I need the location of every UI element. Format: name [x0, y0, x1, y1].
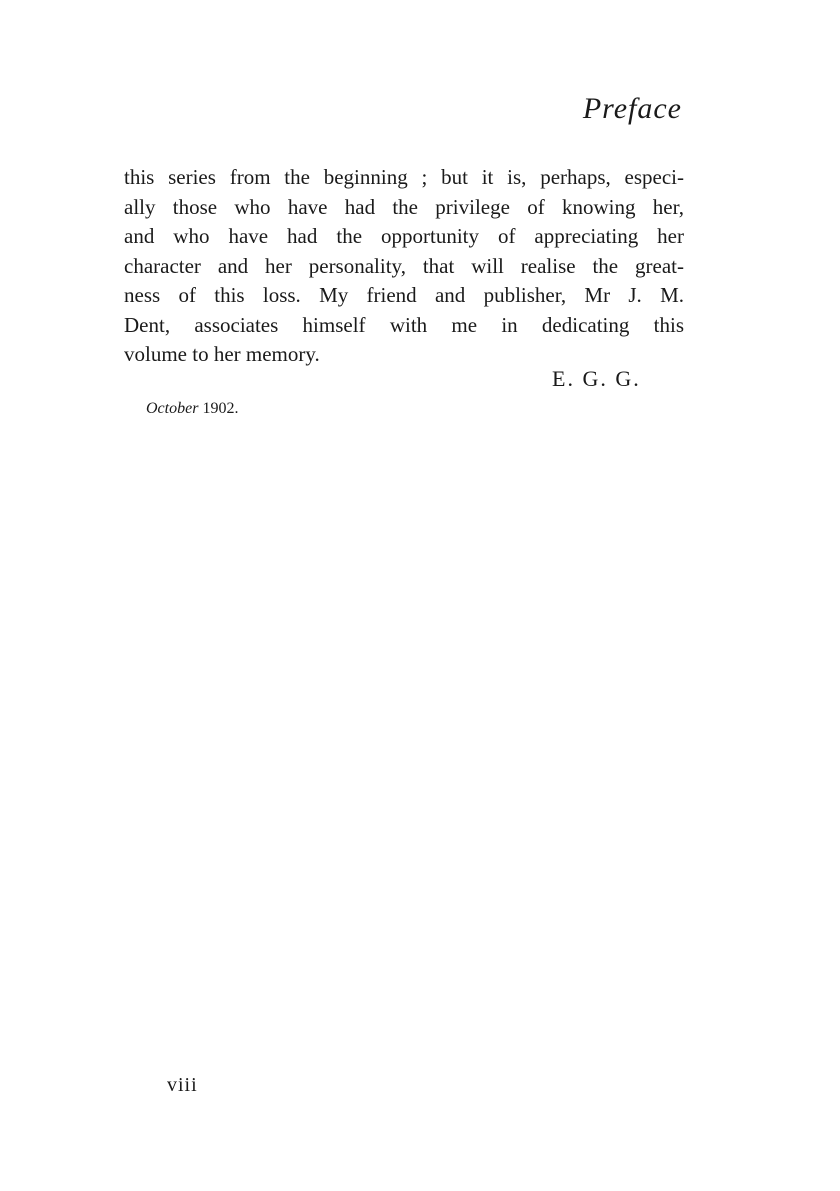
dateline: [146, 400, 238, 418]
paragraph-line: character and her personality, that will realise the great-: [124, 253, 684, 278]
paragraph-line: volume to her memory.: [124, 342, 320, 366]
paragraph-line: ally those who have had the privilege of knowing her,: [124, 194, 684, 219]
page-number: viii: [167, 1074, 198, 1096]
paragraph-line: and who have had the opportunity of appreciating her: [124, 224, 684, 248]
paragraph-line: Dent, associates himself with me in dedicating this: [124, 312, 684, 337]
author-initials: E. G. G.: [552, 366, 641, 391]
running-head: Preface: [582, 92, 682, 125]
dateline-year: 1902.: [202, 400, 239, 417]
paragraph-line: this series from the beginning ; but it is, perhaps, especi-: [124, 165, 684, 189]
paragraph-line: ness of this loss. My friend and publisher, Mr J. M.: [124, 283, 684, 307]
preface-paragraph: [124, 163, 684, 370]
dateline-month: October: [146, 400, 199, 417]
